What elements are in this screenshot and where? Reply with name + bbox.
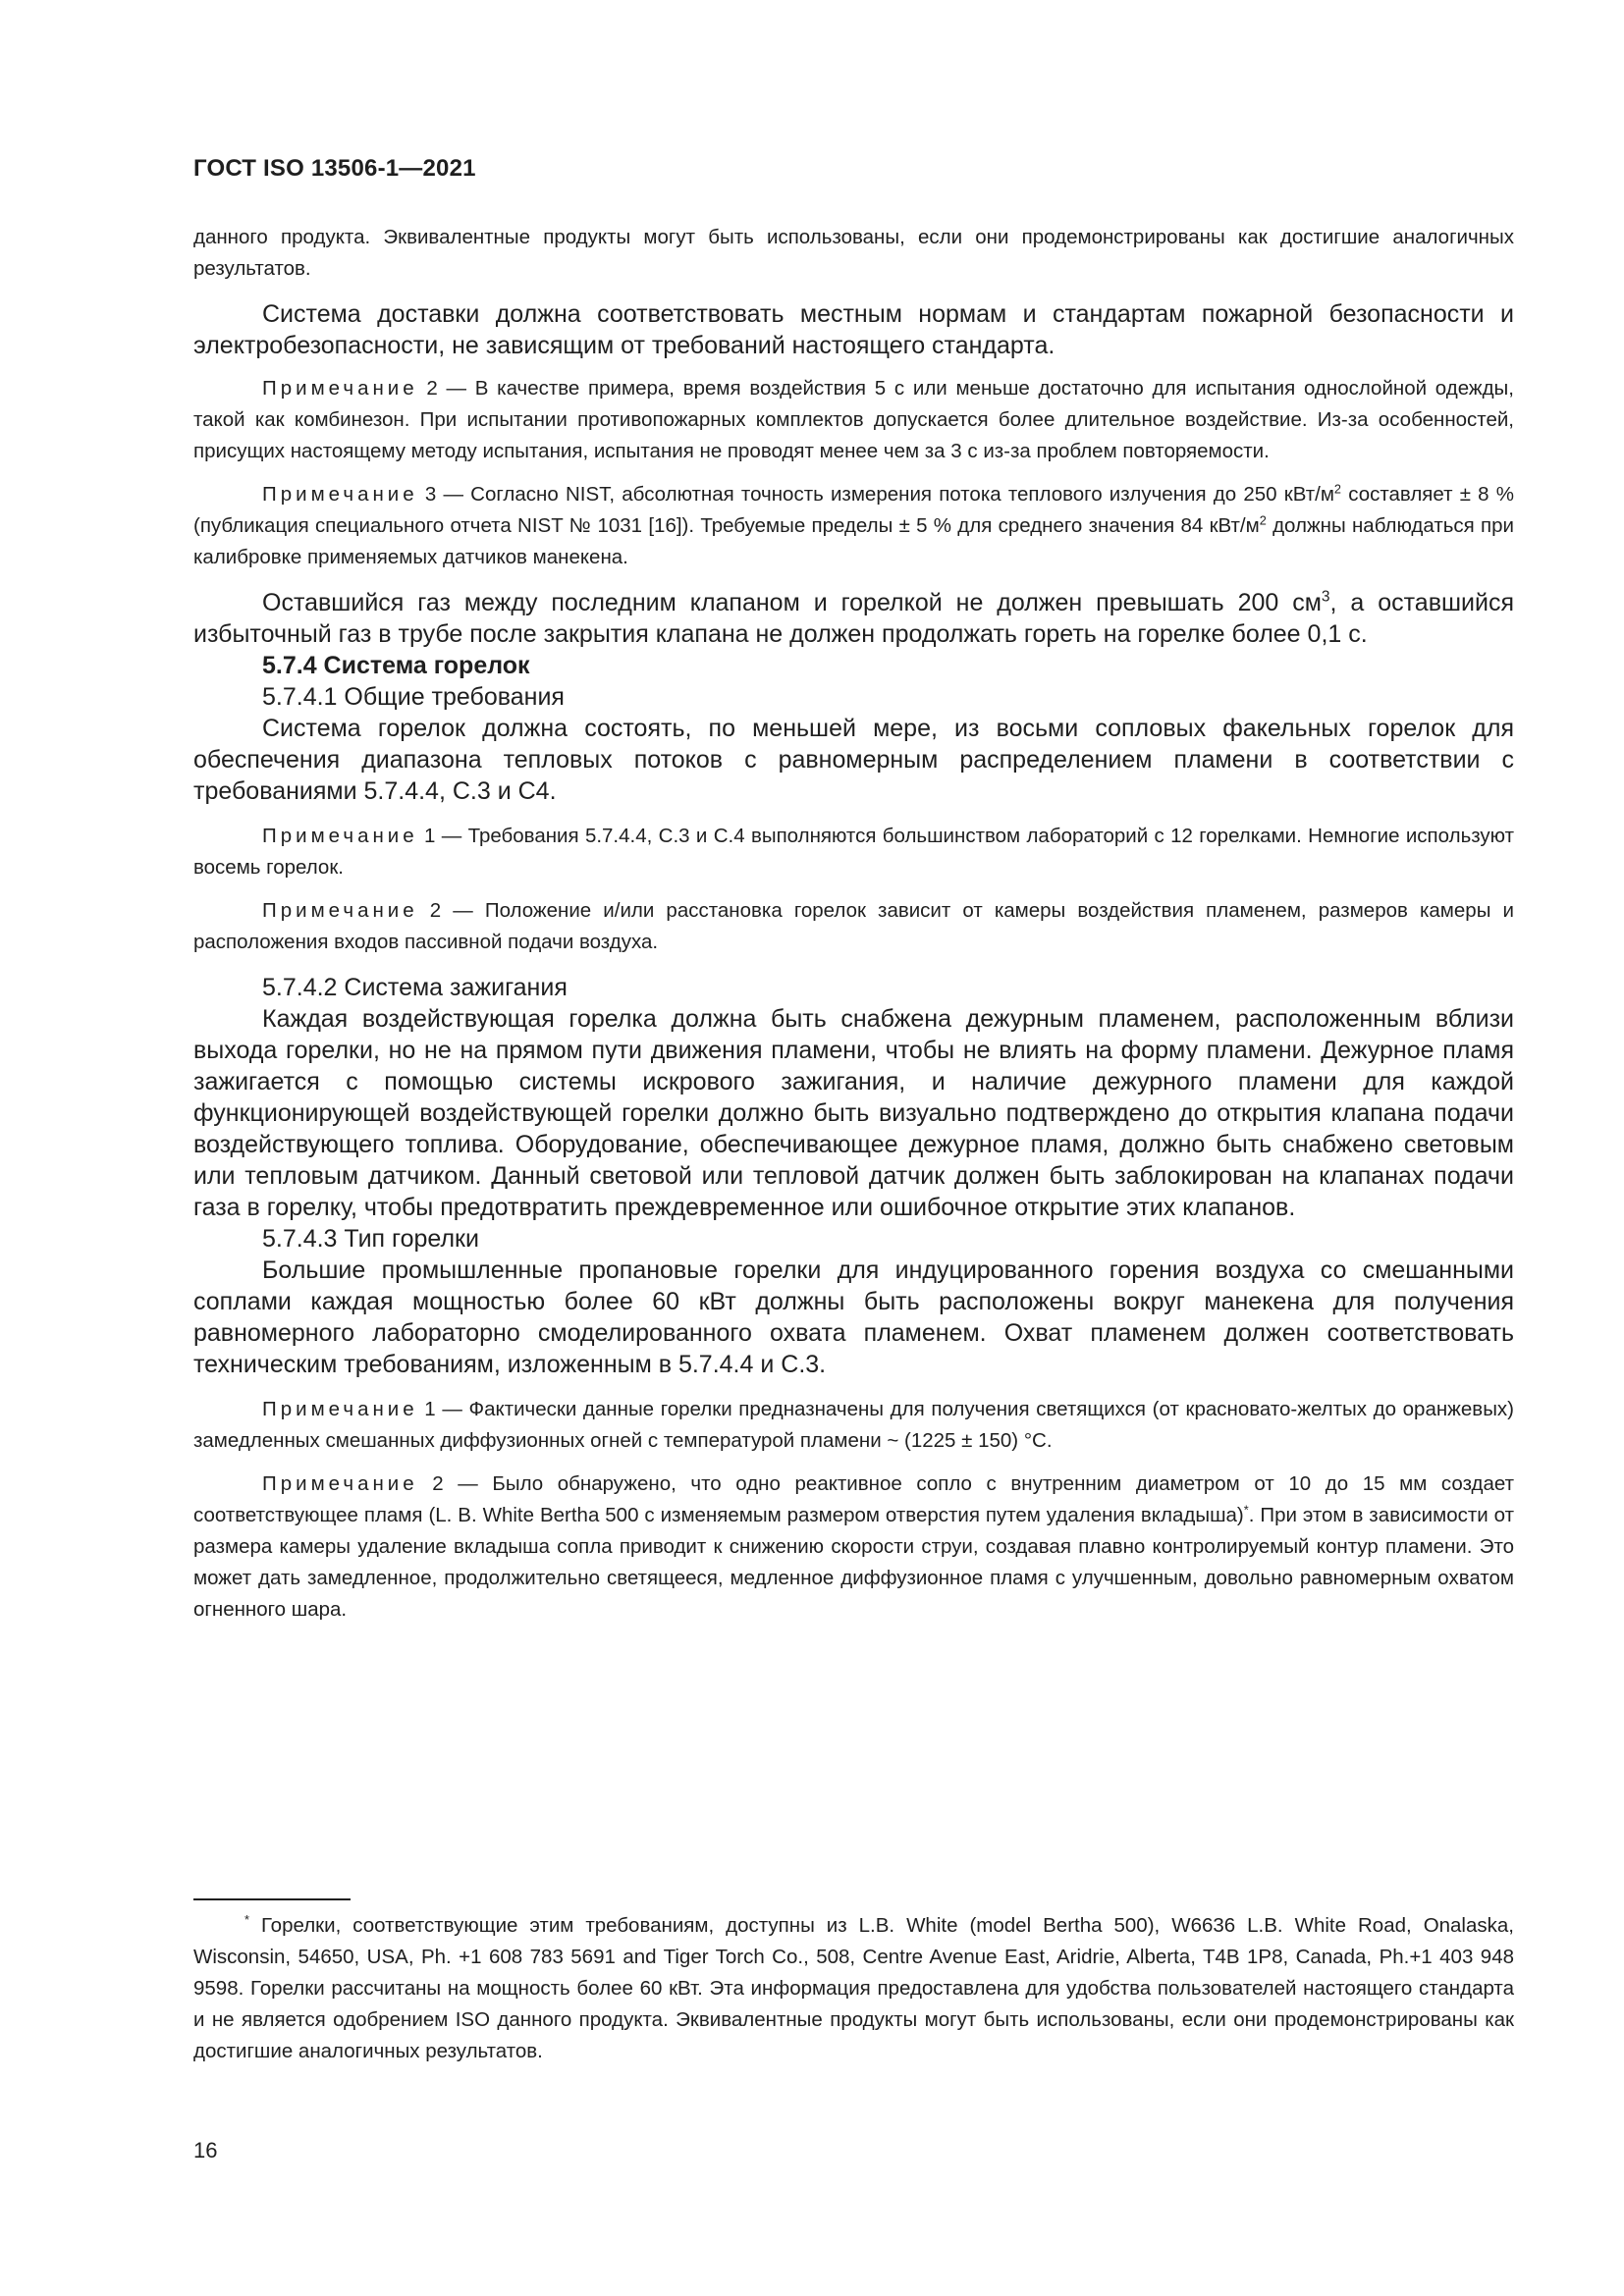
section-heading-5-7-4: 5.7.4 Система горелок	[262, 652, 530, 679]
paragraph-burner-system: Система горелок должна состоять, по меньшей мере, из восьми сопловых факельных горелок для обеспечения диапазона тепловых потоков с равномерным распределением пламени в соответствии с требованиями 5.7.4.4, С.3 и С4.	[193, 715, 1514, 805]
superscript: 2	[1333, 481, 1341, 497]
footnote-separator	[193, 1898, 351, 1900]
paragraph-delivery-system: Система доставки должна соответствовать местным нормам и стандартам пожарной безопасности и электробезопасности, не зависящим от требований настоящего стандарта.	[193, 300, 1514, 359]
note-text: 2 — Положение и/или расстановка горелок зависит от камеры воздействия пламенем, размеров камеры и расположения входов пассивной подачи воздуха.	[193, 899, 1514, 953]
note-1-flame-temperature	[193, 1394, 1514, 1457]
note-text-part: 2 — Было обнаружено, что одно реактивное сопло с внутренним диаметром от 10 до 15 мм создает соответствующее пламя (L. В. White Bertha 500 с изменяемым размером отверстия путем удаления вкладыша)	[193, 1472, 1514, 1526]
subsection-heading-5-7-4-3: 5.7.4.3 Тип горелки	[262, 1225, 479, 1253]
note-text: 1 — Фактически данные горелки предназначены для получения светящихся (от красновато-желтых до оранжевых) замедленных смешанных диффузионных огней с температурой пламени ~ (1225 ± 150) °С.	[193, 1398, 1514, 1452]
paragraph-burner-type: Большие промышленные пропановые горелки для индуцированного горения воздуха со смешанными соплами каждая мощностью более 60 кВт должны быть расположены вокруг манекена для получения равномерного лабораторно смоделированного охвата пламенем. Охват пламенем должен соответствовать техническим требованиям, изложенным в 5.7.4.4 и С.3.	[193, 1256, 1514, 1378]
note-text-part: должны наблюдаться при калибровке применяемых датчиков манекена.	[193, 514, 1514, 568]
main-content	[193, 222, 1514, 1626]
note-2-exposure-time	[193, 373, 1514, 467]
note-3-nist-accuracy	[193, 479, 1514, 573]
note-label: Примечание	[262, 899, 418, 922]
note-label: Примечание	[262, 825, 418, 847]
superscript: 3	[1321, 588, 1330, 606]
note-label: Примечание	[262, 1398, 418, 1420]
page-number: 16	[193, 2138, 218, 2163]
footnote-mark: *	[244, 1912, 249, 1928]
subsection-heading-5-7-4-1: 5.7.4.1 Общие требования	[262, 683, 565, 711]
note-label: Примечание	[262, 377, 418, 400]
paragraph-remaining-gas	[193, 587, 1514, 650]
subsection-heading-5-7-4-2: 5.7.4.2 Система зажигания	[262, 974, 568, 1001]
superscript: 2	[1259, 512, 1267, 528]
note-text: 1 — Требования 5.7.4.4, С.3 и С.4 выполняются большинством лабораторий с 12 горелками. Немногие используют восемь горелок.	[193, 825, 1514, 879]
note-2-jet-nozzle	[193, 1468, 1514, 1626]
footnote-text: Горелки, соответствующие этим требованиям, доступны из L.B. White (model Bertha 500), W6636 L.B. White Road, Onalaska, Wisconsin, 54650, USA, Ph. +1 608 783 5691 and Tiger Torch Co., 508, Centre Avenue East, Aridrie, Alberta, T4B 1P8, Canada, Ph.+1 403 948 9598. Горелки рассчитаны на мощность более 60 кВт. Эта информация предоставлена для удобства пользователей настоящего стандарта и не является одобрением ISO данного продукта. Эквивалентные продукты могут быть использованы, если они продемонстрированы как достигшие аналогичных результатов.	[193, 1914, 1514, 2062]
paragraph-text-part: , а оставшийся избыточный газ в трубе после закрытия клапана не должен продолжать гореть на горелке более 0,1 с.	[193, 589, 1514, 648]
note-text: 2 — В качестве примера, время воздействия 5 с или меньше достаточно для испытания однослойной одежды, такой как комбинезон. При испытании противопожарных комплектов допускается более длительное воздействие. Из-за особенностей, присущих настоящему методу испытания, испытания не проводят менее чем за 3 с из-за проблем повторяемости.	[193, 377, 1514, 462]
note-1-burner-requirements	[193, 821, 1514, 883]
paragraph-text-part: Оставшийся газ между последним клапаном и горелкой не должен превышать 200 см	[262, 589, 1322, 616]
note-text-part: . При этом в зависимости от размера камеры удаление вкладыша сопла приводит к снижению скорости струи, создавая плавно контролируемый контур пламени. Это может дать замедленное, продолжительно светящееся, медленное диффузионное пламя с улучшенным, довольно равномерным охватом огненного шара.	[193, 1504, 1514, 1621]
footnote	[193, 1910, 1514, 2067]
page-header-title: ГОСТ ISO 13506-1—2021	[193, 155, 476, 182]
paragraph-continuation: данного продукта. Эквивалентные продукты могут быть использованы, если они продемонстрированы как достигшие аналогичных результатов.	[193, 226, 1514, 280]
note-2-burner-placement	[193, 895, 1514, 958]
note-text-part: составляет ± 8 % (публикация специального отчета NIST № 1031 [16]). Требуемые пределы ± 5 % для среднего значения 84 кВт/м	[193, 483, 1514, 537]
note-text-part: 3 — Согласно NIST, абсолютная точность измерения потока теплового излучения до 250 кВт/м	[417, 483, 1334, 506]
footnote-reference: *	[1243, 1502, 1249, 1518]
note-label: Примечание	[262, 483, 418, 506]
paragraph-ignition-system: Каждая воздействующая горелка должна быть снабжена дежурным пламенем, расположенным вблизи выхода горелки, но не на прямом пути движения пламени, чтобы не влиять на форму пламени. Дежурное пламя зажигается с помощью системы искрового зажигания, и наличие дежурного пламени для каждой функционирующей воздействующей горелки должно быть визуально подтверждено до открытия клапана подачи воздействующего топлива. Оборудование, обеспечивающее дежурное пламя, должно быть снабжено световым или тепловым датчиком. Данный световой или тепловой датчик должен быть заблокирован на клапанах подачи газа в горелку, чтобы предотвратить преждевременное или ошибочное открытие этих клапанов.	[193, 1005, 1514, 1221]
note-label: Примечание	[262, 1472, 418, 1495]
